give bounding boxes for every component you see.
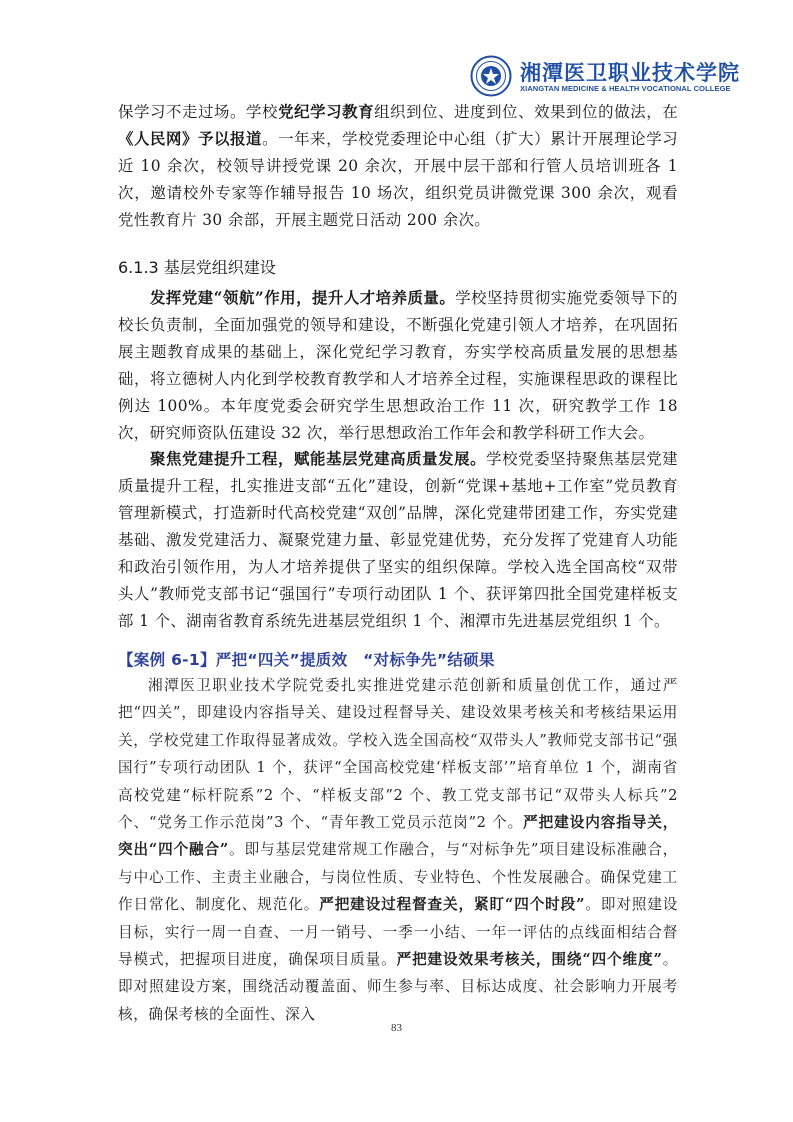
paragraph-study-education bbox=[118, 99, 678, 234]
para-text: 学校党委坚持聚焦基层党建质量提升工程，扎实推进支部“五化”建设，创新“党课+基地+工作室”党员教育管理新模式，打造新时代高校党建“双创”品牌，深化党建带团建工作，夯实党建基础、激发党建活力、凝聚党建力量、彰显党建优势，充分发挥了党建育人功能和政治引领作用，为人才培养提供了坚实的组织保障。学校入选全国高校“双带头人”教师党支部书记“强国行”专项行动团队 1 个、获评第四批全国党建样板支部 1 个、湖南省教育系统先进基层党组织 1 个、湘潭市先进基层党组织 1 个。 bbox=[118, 450, 678, 630]
para-bold-lead: 发挥党建“领航”作用，提升人才培养质量。 bbox=[150, 289, 456, 307]
paragraph-grassroots-party bbox=[118, 446, 678, 635]
paragraph-party-leadership bbox=[118, 285, 678, 447]
para-text: 组织到位、进度到位、效果到位的做法，在 bbox=[374, 103, 678, 121]
case-title: 【案例 6-1】严把“四关”提质效 “对标争先”结硕果 bbox=[118, 651, 495, 669]
case-text: 。即对照建设方案，围绕活动覆盖面、师生参与率、目标达成度、社会影响力开展考核，确保考核的全面性、深入 bbox=[118, 951, 678, 1023]
case-body bbox=[118, 672, 678, 1028]
college-seal-icon bbox=[470, 55, 512, 97]
para-text: 学校坚持贯彻实施党委领导下的校长负责制，全面加强党的领导和建设，不断强化党建引领人才培养，在巩固拓展主题教育成果的基础上，深化党纪学习教育，夯实学校高质量发展的思想基础，将立德树人内化到学校教育教学和人才培养全过程，实施课程思政的课程比例达 100%。本年度党委会研究学生思想政治工作 11 次，研究教学工作 18 次，研究师资队伍建设 32 次，举行思想政治工作年会和教学科研工作大会。 bbox=[118, 289, 678, 442]
college-logo-header bbox=[470, 55, 770, 99]
case-bold-text: 严把建设内容指导关，突出“四个融合” bbox=[118, 814, 678, 859]
college-name-cn: 湘潭医卫职业技术学院 bbox=[520, 60, 740, 85]
para-bold-text: 《人民网》予以报道 bbox=[118, 130, 263, 148]
para-text: 。一年来，学校党委理论中心组（扩大）累计开展理论学习近 10 余次，校领导讲授党课 20 余次，开展中层干部和行管人员培训班各 1 次，邀请校外专家等作辅导报告 10 场次，组织党员讲微党课 300 余次，观看党性教育片 30 余部，开展主题党日活动 200 余次。 bbox=[118, 130, 678, 229]
case-bold-text: 严把建设过程督查关，紧盯“四个时段” bbox=[319, 896, 586, 914]
college-name-en: XIANGTAN MEDICINE & HEALTH VOCATIONAL COLLEGE bbox=[520, 84, 731, 93]
case-text: 湘潭医卫职业技术学院党委扎实推进党建示范创新和质量创优工作，通过严把“四关”，即建设内容指导关、建设过程督导关、建设效果考核关和考核结果运用关，学校党建工作取得显著成效。学校入选全国高校“双带头人”教师党支部书记“强国行”专项行动团队 1 个，获评“全国高校党建‘样板支部’”培育单位 1 个，湖南省高校党建“标杆院系”2 个、“样板支部”2 个、教工党支部书记“双带头人标兵”2 个、“党务工作示范岗”3 个、“青年教工党员示范岗”2 个。 bbox=[118, 677, 678, 832]
case-bold-text: 严把建设效果考核关，围绕“四个维度” bbox=[396, 951, 663, 969]
para-bold-lead: 聚焦党建提升工程，赋能基层党建高质量发展。 bbox=[150, 450, 487, 468]
section-title: 6.1.3 基层党组织建设 bbox=[118, 258, 276, 277]
para-text: 保学习不走过场。学校 bbox=[118, 103, 279, 121]
case-text: 。即对照建设目标，实行一周一自查、一月一销号、一季一小结、一年一评估的点线面相结合督导模式，把握项目进度，确保项目质量。 bbox=[118, 896, 679, 969]
page-number: 83 bbox=[391, 1022, 402, 1034]
case-text: 。即与基层党建常规工作融合，与“对标争先”项目建设标准融合，与中心工作、主责主业融合，与岗位性质、专业特色、个性发展融合。确保党建工作日常化、制度化、规范化。 bbox=[118, 841, 678, 914]
para-bold-text: 党纪学习教育 bbox=[278, 103, 375, 121]
